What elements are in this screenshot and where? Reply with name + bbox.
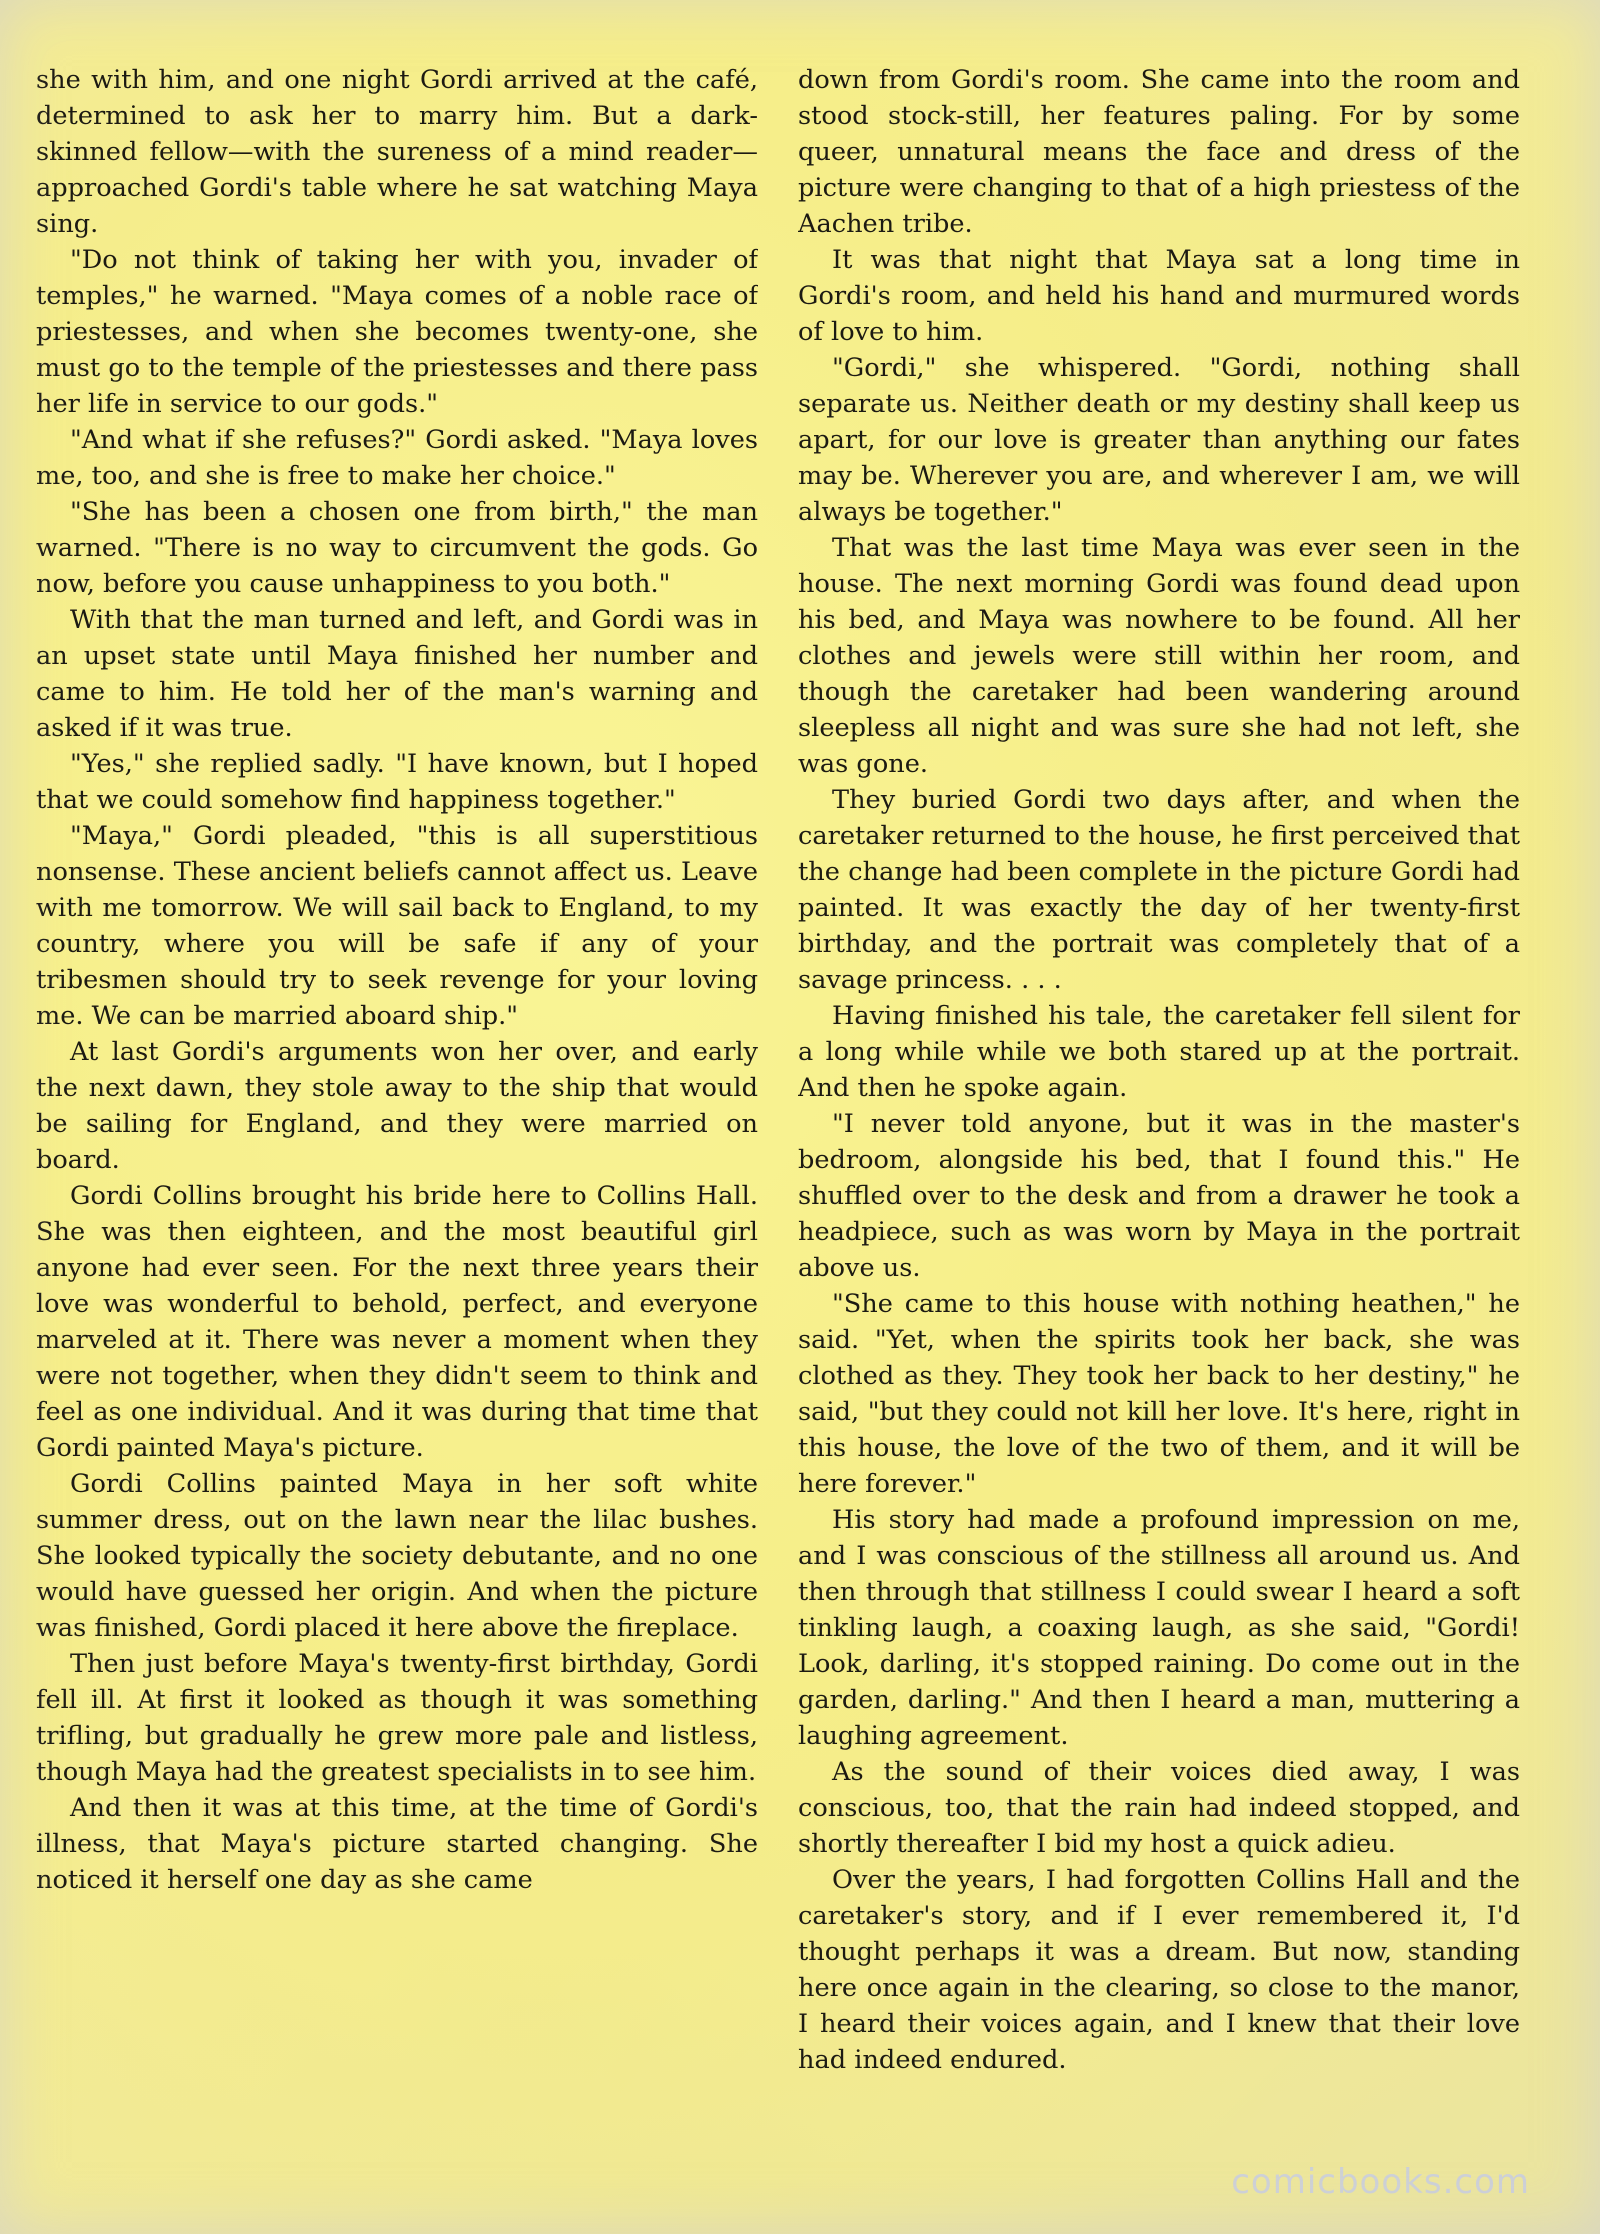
paragraph: And then it was at this time, at the time of Gordi's illness, that Maya's picture started changing. She noticed it herself one day as she came [36,1793,758,1895]
paragraph: Over the years, I had forgotten Collins Hall and the caretaker's story, and if I ever remembered it, I'd thought perhaps it was a dream. But now, standing here once again in the clearing, so close to the manor, I heard their voices again, and I knew that their love had indeed endured. [798,1865,1520,2075]
paragraph: "Maya," Gordi pleaded, "this is all superstitious nonsense. These ancient beliefs cannot affect us. Leave with me tomorrow. We will sail back to England, to my country, where you will be safe if any of your tribesmen should try to seek revenge for your loving me. We can be married aboard ship." [36,821,758,1031]
paragraph: "Yes," she replied sadly. "I have known, but I hoped that we could somehow find happiness together." [36,749,758,815]
right-text-column [798,62,1520,2102]
paragraph: "She came to this house with nothing heathen," he said. "Yet, when the spirits took her back, she was clothed as they. They took her back to her destiny," he said, "but they could not kill her love. It's here, right in this house, the love of the two of them, and it will be here forever." [798,1289,1520,1499]
paragraph: "Gordi," she whispered. "Gordi, nothing shall separate us. Neither death or my destiny shall keep us apart, for our love is greater than anything our fates may be. Wherever you are, and wherever I am, we will always be together." [798,353,1520,527]
paragraph: Then just before Maya's twenty-first birthday, Gordi fell ill. At first it looked as though it was something trifling, but gradually he grew more pale and listless, though Maya had the greatest specialists in to see him. [36,1649,758,1787]
left-text-column [36,62,758,2102]
paragraph: Gordi Collins brought his bride here to Collins Hall. She was then eighteen, and the most beautiful girl anyone had ever seen. For the next three years their love was wonderful to behold, perfect, and everyone marveled at it. There was never a moment when they were not together, when they didn't seem to think and feel as one individual. And it was during that time that Gordi painted Maya's picture. [36,1181,758,1463]
paragraph: "She has been a chosen one from birth," the man warned. "There is no way to circumvent the gods. Go now, before you cause unhappiness to you both." [36,497,758,599]
site-watermark: comicbooks.com [1231,2162,1530,2202]
paragraph: down from Gordi's room. She came into the room and stood stock-still, her features paling. For by some queer, unnatural means the face and dress of the picture were changing to that of a high priestess of the Aachen tribe. [798,65,1520,239]
paragraph: "And what if she refuses?" Gordi asked. "Maya loves me, too, and she is free to make her choice." [36,425,758,491]
paragraph: Gordi Collins painted Maya in her soft white summer dress, out on the lawn near the lilac bushes. She looked typically the society debutante, and no one would have guessed her origin. And when the picture was finished, Gordi placed it here above the fireplace. [36,1469,758,1643]
paragraph: That was the last time Maya was ever seen in the house. The next morning Gordi was found dead upon his bed, and Maya was nowhere to be found. All her clothes and jewels were still within her room, and though the caretaker had been wandering around sleepless all night and was sure she had not left, she was gone. [798,533,1520,779]
paragraph: It was that night that Maya sat a long time in Gordi's room, and held his hand and murmured words of love to him. [798,245,1520,347]
paragraph: They buried Gordi two days after, and when the caretaker returned to the house, he first perceived that the change had been complete in the picture Gordi had painted. It was exactly the day of her twenty-first birthday, and the portrait was completely that of a savage princess. . . . [798,785,1520,995]
paragraph: With that the man turned and left, and Gordi was in an upset state until Maya finished her number and came to him. He told her of the man's warning and asked if it was true. [36,605,758,743]
paragraph: As the sound of their voices died away, I was conscious, too, that the rain had indeed stopped, and shortly thereafter I bid my host a quick adieu. [798,1757,1520,1859]
paragraph: "Do not think of taking her with you, invader of temples," he warned. "Maya comes of a noble race of priestesses, and when she becomes twenty-one, she must go to the temple of the priestesses and there pass her life in service to our gods." [36,245,758,419]
paragraph: Having finished his tale, the caretaker fell silent for a long while while we both stared up at the portrait. And then he spoke again. [798,1001,1520,1103]
paragraph: she with him, and one night Gordi arrived at the café, determined to ask her to marry him. But a dark-skinned fellow—with the sureness of a mind reader—approached Gordi's table where he sat watching Maya sing. [36,65,758,239]
paragraph: His story had made a profound impression on me, and I was conscious of the stillness all around us. And then through that stillness I could swear I heard a soft tinkling laugh, a coaxing laugh, as she said, "Gordi! Look, darling, it's stopped raining. Do come out in the garden, darling." And then I heard a man, muttering a laughing agreement. [798,1505,1520,1751]
paragraph: At last Gordi's arguments won her over, and early the next dawn, they stole away to the ship that would be sailing for England, and they were married on board. [36,1037,758,1175]
paragraph: "I never told anyone, but it was in the master's bedroom, alongside his bed, that I found this." He shuffled over to the desk and from a drawer he took a headpiece, such as was worn by Maya in the portrait above us. [798,1109,1520,1283]
